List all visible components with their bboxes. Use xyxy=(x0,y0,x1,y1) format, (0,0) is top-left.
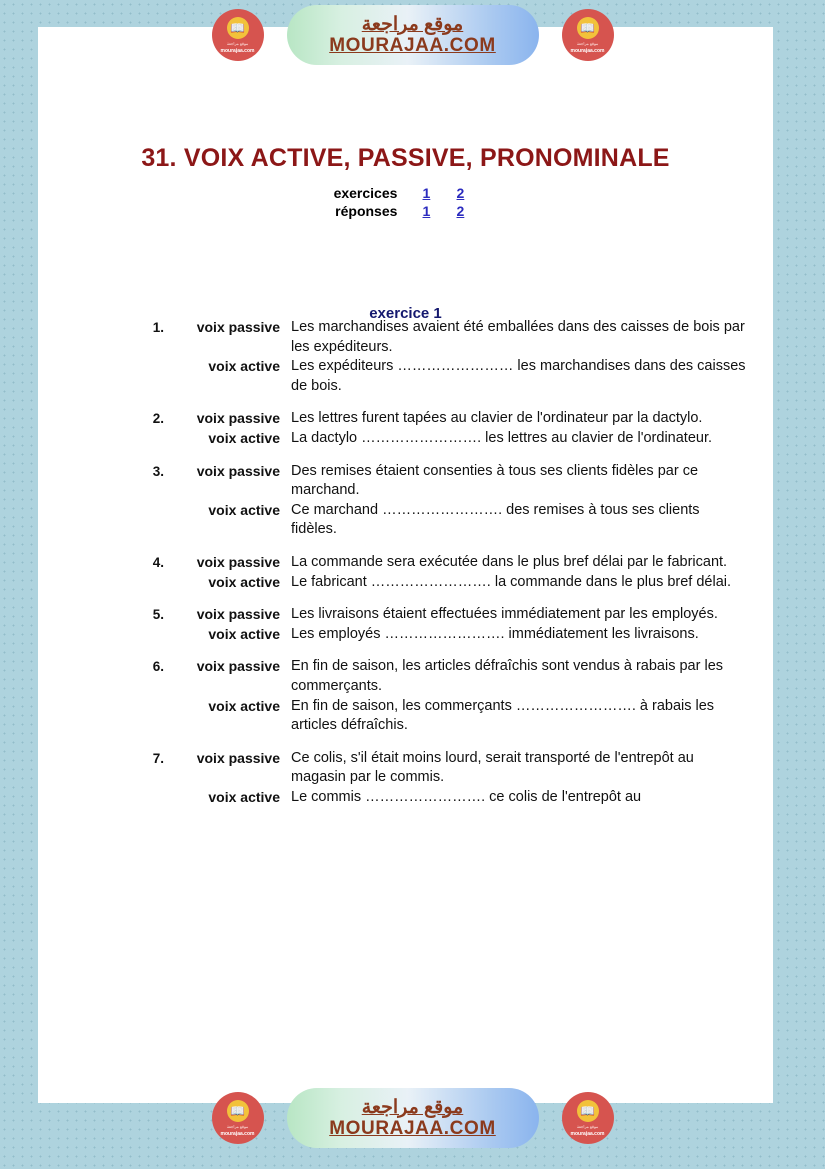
nav-label-exercices: exercices xyxy=(333,185,398,201)
passive-sentence: La commande sera exécutée dans le plus bref délai par le fabricant. xyxy=(291,553,728,570)
active-row xyxy=(138,625,748,645)
active-row xyxy=(138,501,748,540)
nav-link-exercices-2[interactable]: 2 xyxy=(456,185,465,201)
voix-passive-label: voix passive xyxy=(196,319,280,335)
exercise-item xyxy=(138,462,748,540)
active-sentence: Le fabricant ……………………. la commande dans le plus bref délai. xyxy=(291,573,732,590)
item-number: 5. xyxy=(152,607,164,623)
passive-sentence: Des remises étaient consenties à tous ses clients fidèles par ce marchand. xyxy=(291,462,699,499)
watermark-url-text: MOURAJAA.COM xyxy=(329,34,496,56)
active-row xyxy=(138,697,748,736)
voix-passive-label: voix passive xyxy=(196,749,280,766)
passive-sentence: Les lettres furent tapées au clavier de l'ordinateur par la dactylo. xyxy=(291,410,703,427)
passive-row xyxy=(138,605,748,625)
voix-active-label: voix active xyxy=(208,358,280,375)
passive-row xyxy=(138,749,748,788)
active-row xyxy=(138,429,748,449)
active-row xyxy=(138,788,748,808)
exercise-heading: exercice 1 xyxy=(369,305,442,323)
voix-passive-label: voix passive xyxy=(196,606,280,623)
exercise-item xyxy=(138,318,748,396)
exercise-item xyxy=(138,605,748,644)
logo-arabic-text: موقع مراجعة xyxy=(576,1123,599,1129)
active-sentence: Le commis ……………………. ce colis de l'entrepôt au xyxy=(291,788,642,805)
exercise-item xyxy=(138,409,748,448)
book-icon: 📖 xyxy=(577,1100,599,1122)
logo-url-text: mourajaa.com xyxy=(570,1130,605,1137)
book-icon: 📖 xyxy=(577,17,599,39)
nav-link-reponses-2[interactable]: 2 xyxy=(456,203,465,219)
passive-row xyxy=(138,318,748,357)
logo-arabic-text: موقع مراجعة xyxy=(226,1123,249,1129)
voix-active-label: voix active xyxy=(208,788,280,805)
watermark-arabic-text: موقع مراجعة xyxy=(361,13,464,35)
logo-arabic-text: موقع مراجعة xyxy=(576,40,599,46)
passive-row xyxy=(138,553,748,573)
exercise-item xyxy=(138,657,748,735)
voix-passive-label: voix passive xyxy=(196,658,280,675)
exercise-item xyxy=(138,749,748,808)
page-title: 31. VOIX ACTIVE, PASSIVE, PRONOMINALE xyxy=(141,143,670,172)
item-number: 1. xyxy=(152,320,164,335)
watermark-arabic-text: موقع مراجعة xyxy=(361,1096,464,1118)
voix-active-label: voix active xyxy=(208,697,280,714)
item-number: 4. xyxy=(152,554,164,570)
exercise-nav-table xyxy=(38,185,773,219)
passive-sentence: En fin de saison, les articles défraîchis sont vendus à rabais par les commerçants. xyxy=(291,658,724,694)
voix-active-label: voix active xyxy=(208,573,280,590)
nav-label-reponses: réponses xyxy=(335,203,398,219)
nav-link-exercices-1[interactable]: 1 xyxy=(422,185,431,201)
item-number: 3. xyxy=(152,463,164,479)
voix-active-label: voix active xyxy=(208,625,280,642)
passive-sentence: Les marchandises avaient été emballées dans des caisses de bois par les expéditeurs. xyxy=(291,319,745,355)
exercise-item xyxy=(138,553,748,592)
logo-url-text: mourajaa.com xyxy=(220,47,255,54)
active-sentence: En fin de saison, les commerçants ……………………. à rabais les articles défraîchis. xyxy=(291,697,715,734)
logo-arabic-text: موقع مراجعة xyxy=(226,40,249,46)
logo-url-text: mourajaa.com xyxy=(220,1130,255,1137)
active-row xyxy=(138,357,748,396)
voix-passive-label: voix passive xyxy=(196,553,280,570)
watermark-url-text: MOURAJAA.COM xyxy=(329,1117,496,1139)
active-sentence: Les expéditeurs …………………… les marchandises dans des caisses de bois. xyxy=(291,358,746,394)
voix-passive-label: voix passive xyxy=(196,462,280,479)
item-number: 7. xyxy=(152,750,164,766)
logo-url-text: mourajaa.com xyxy=(570,47,605,54)
item-number: 6. xyxy=(152,659,164,675)
passive-row xyxy=(138,409,748,429)
book-icon: 📖 xyxy=(227,17,249,39)
active-sentence: Les employés ……………………. immédiatement les livraisons. xyxy=(291,625,699,642)
voix-active-label: voix active xyxy=(208,501,280,518)
document-page xyxy=(38,27,773,1103)
passive-row xyxy=(138,657,748,696)
active-sentence: Ce marchand ……………………. des remises à tous ses clients fidèles. xyxy=(291,501,700,538)
item-number: 2. xyxy=(152,411,164,427)
exercise-item-list xyxy=(138,318,748,820)
passive-sentence: Ce colis, s'il était moins lourd, serait transporté de l'entrepôt au magasin par le commis. xyxy=(291,749,694,786)
voix-active-label: voix active xyxy=(208,429,280,446)
passive-row xyxy=(138,462,748,501)
passive-sentence: Les livraisons étaient effectuées immédiatement par les employés. xyxy=(291,606,718,623)
active-sentence: La dactylo ……………………. les lettres au clavier de l'ordinateur. xyxy=(291,429,713,446)
book-icon: 📖 xyxy=(227,1100,249,1122)
active-row xyxy=(138,573,748,593)
nav-link-reponses-1[interactable]: 1 xyxy=(422,203,431,219)
voix-passive-label: voix passive xyxy=(196,410,280,427)
